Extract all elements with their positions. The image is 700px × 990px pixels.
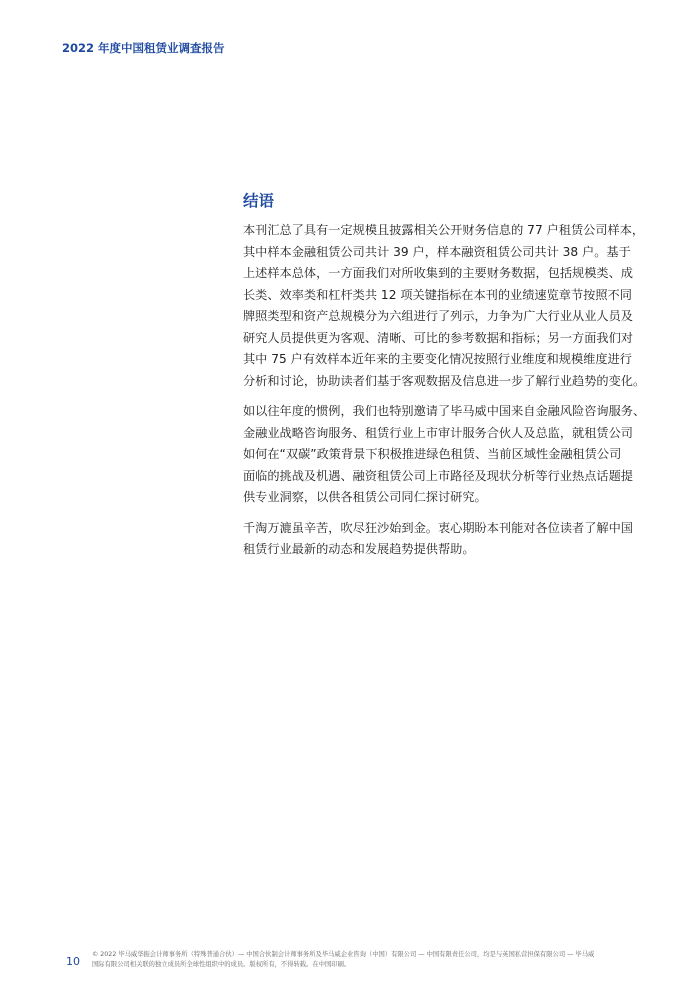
paragraph-line: 面临的挑战及机遇、融资租赁公司上市路径及现状分析等行业热点话题提	[243, 468, 633, 483]
paragraph-line: 千淘万漉虽辛苦，吹尽狂沙始到金。衷心期盼本刊能对各位读者了解中国	[243, 520, 633, 535]
paragraph-line: 其中 75 户有效样本近年来的主要变化情况按照行业维度和规模维度进行	[243, 352, 632, 366]
paragraph-line: 金融业战略咨询服务、租赁行业上市审计服务合伙人及总监，就租赁公司	[243, 425, 633, 440]
section-heading: 结语	[243, 192, 275, 210]
paragraph-2	[243, 401, 646, 509]
page-number: 10	[66, 955, 80, 968]
report-header-title: 2022 年度中国租赁业调查报告	[62, 41, 225, 55]
paragraph-1	[243, 220, 646, 392]
footer-line: © 2022 毕马威华振会计师事务所（特殊普通合伙）— 中国合伙制会计师事务所及毕马威企业咨询（中国）有限公司 — 中国有限责任公司，均是与英国私营担保有限公司 — 毕马威	[92, 951, 595, 958]
paragraph-3	[243, 518, 643, 561]
copyright-footer	[92, 950, 652, 969]
paragraph-line: 分析和讨论，协助读者们基于客观数据及信息进一步了解行业趋势的变化。	[243, 373, 646, 388]
paragraph-line: 长类、效率类和杠杆类共 12 项关键指标在本刊的业绩速览章节按照不同	[243, 287, 632, 302]
paragraph-line: 供专业洞察，以供各租赁公司同仁探讨研究。	[243, 490, 487, 504]
paragraph-line: 牌照类型和资产总规模分为六组进行了列示，力争为广大行业从业人员及	[243, 309, 633, 323]
paragraph-line: 租赁行业最新的动态和发展趋势提供帮助。	[243, 542, 475, 556]
conclusion-section	[243, 190, 646, 570]
paragraph-line: 如以往年度的惯例，我们也特别邀请了毕马威中国来自金融风险咨询服务、	[243, 404, 646, 418]
footer-line: 国际有限公司相关联的独立成员所全球性组织中的成员。版权所有，不得转载。在中国印刷。	[92, 960, 351, 968]
paragraph-line: 上述样本总体，一方面我们对所收集到的主要财务数据，包括规模类、成	[243, 266, 633, 280]
paragraph-line: 如何在“双碳”政策背景下积极推进绿色租赁、当前区域性金融租赁公司	[243, 447, 622, 461]
paragraph-line: 本刊汇总了具有一定规模且披露相关公开财务信息的 77 户租赁公司样本，	[243, 223, 645, 237]
paragraph-line: 其中样本金融租赁公司共计 39 户，样本融资租赁公司共计 38 户。基于	[243, 244, 631, 259]
paragraph-line: 研究人员提供更为客观、清晰、可比的参考数据和指标；另一方面我们对	[243, 330, 633, 345]
